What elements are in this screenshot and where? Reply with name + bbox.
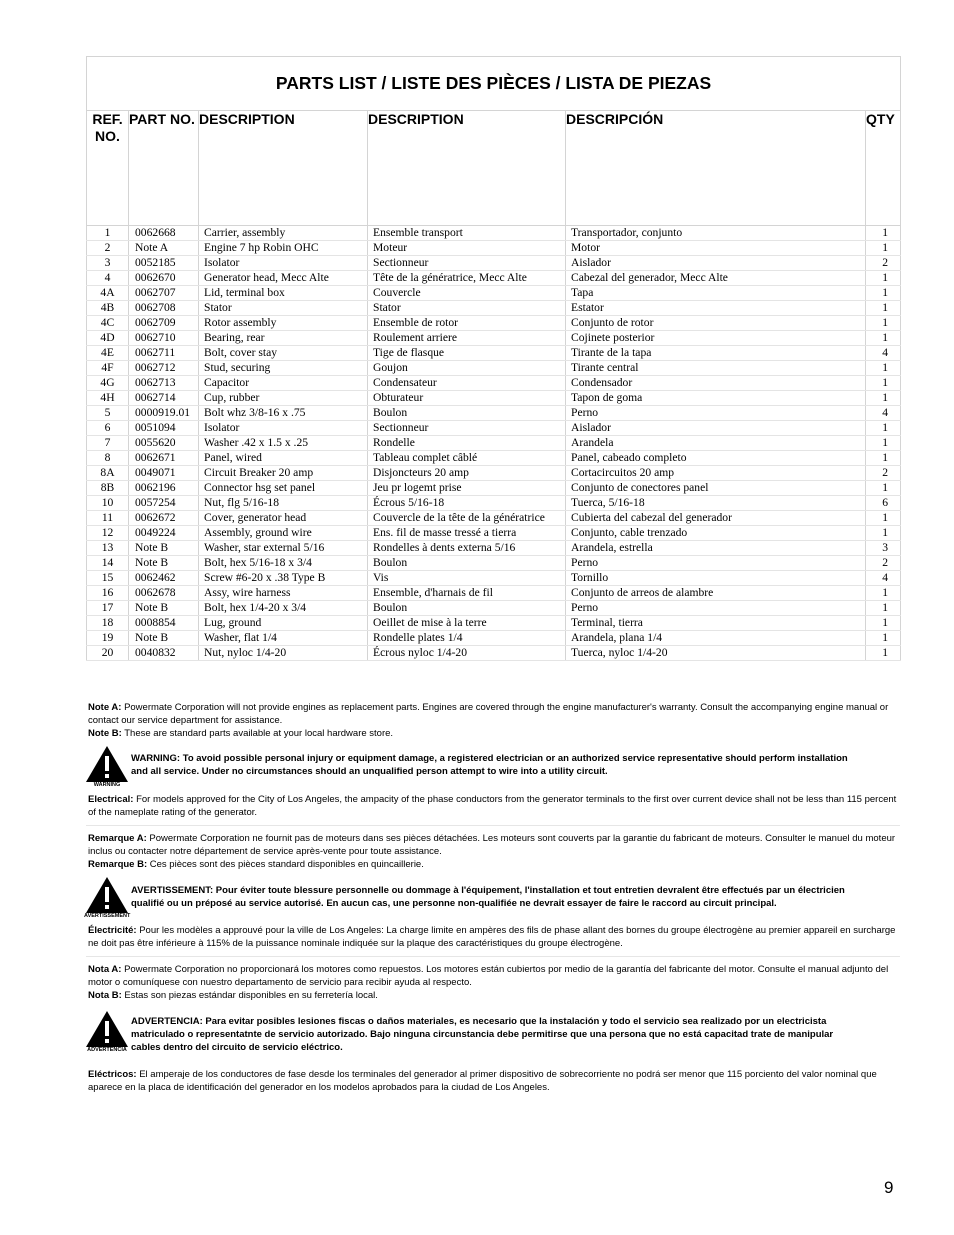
description-en-cell: Washer, flat 1/4: [199, 631, 368, 646]
ref-no-cell: 14: [87, 556, 129, 571]
description-es-cell: Estator: [566, 301, 866, 316]
header-part-no: PART NO.: [129, 111, 199, 226]
part-no-cell: 0049071: [129, 466, 199, 481]
description-en-cell: Rotor assembly: [199, 316, 368, 331]
description-en-cell: Lid, terminal box: [199, 286, 368, 301]
table-row: [87, 466, 901, 481]
description-es-cell: Aislador: [566, 421, 866, 436]
table-row: [87, 241, 901, 256]
qty-cell: 4: [866, 346, 901, 361]
description-en-cell: Washer, star external 5/16: [199, 541, 368, 556]
description-en-cell: Bolt, hex 1/4-20 x 3/4: [199, 601, 368, 616]
ref-no-cell: 4E: [87, 346, 129, 361]
description-es-cell: Terminal, tierra: [566, 616, 866, 631]
qty-cell: 1: [866, 376, 901, 391]
table-row: [87, 256, 901, 271]
qty-cell: 3: [866, 541, 901, 556]
note-a-text: Powermate Corporation will not provide engines as replacement parts. Engines are covered through the engine manufacturer's warranty. Consult the accompanying engine manual or contact our service department for assistance.: [88, 702, 889, 726]
description-fr-cell: Tableau complet câblé: [368, 451, 566, 466]
header-description-fr: DESCRIPTION: [368, 111, 566, 226]
remarque-b-label: Remarque B:: [88, 859, 148, 870]
qty-cell: 1: [866, 316, 901, 331]
english-notes: [88, 701, 902, 740]
advertencia-text: ADVERTENCIA: Para evitar posibles lesiones fiscas o daños materiales, es necesario que la instalación y todo el servicio sea realizado por un electricista matriculado o representatnte de servicio autorizado. Bajo ninguna circunstancia debe permitirse que una persona que no está capacitad trate de manipular cables dentro del circuito de servicio eléctrico.: [131, 1016, 834, 1053]
part-no-cell: 0052185: [129, 256, 199, 271]
description-fr-cell: Tige de flasque: [368, 346, 566, 361]
description-en-cell: Lug, ground: [199, 616, 368, 631]
ref-no-cell: 6: [87, 421, 129, 436]
description-fr-cell: Ensemble de rotor: [368, 316, 566, 331]
table-row: [87, 421, 901, 436]
section-divider: [86, 825, 900, 826]
ref-no-cell: 15: [87, 571, 129, 586]
part-no-cell: 0062196: [129, 481, 199, 496]
qty-cell: 1: [866, 601, 901, 616]
description-en-cell: Carrier, assembly: [199, 226, 368, 241]
description-en-cell: Cover, generator head: [199, 511, 368, 526]
table-row: [87, 361, 901, 376]
description-fr-cell: Disjoncteurs 20 amp: [368, 466, 566, 481]
description-es-cell: Panel, cabeado completo: [566, 451, 866, 466]
ref-no-cell: 5: [87, 406, 129, 421]
warning-icon: [84, 876, 130, 919]
table-row: [87, 316, 901, 331]
description-es-cell: Conjunto de arreos de alambre: [566, 586, 866, 601]
description-en-cell: Stud, securing: [199, 361, 368, 376]
table-row: [87, 286, 901, 301]
ref-no-cell: 8: [87, 451, 129, 466]
ref-no-cell: 16: [87, 586, 129, 601]
description-fr-cell: Condensateur: [368, 376, 566, 391]
qty-cell: 1: [866, 421, 901, 436]
electrical-text: For models approved for the City of Los Angeles, the ampacity of the phase conductors from the generator terminals to the first over current device shall not be less than 115 percent of the nameplate rating of the generator.: [88, 794, 897, 818]
parts-table-body: [87, 226, 901, 661]
ref-no-cell: 13: [87, 541, 129, 556]
description-en-cell: Capacitor: [199, 376, 368, 391]
description-es-cell: Cojinete posterior: [566, 331, 866, 346]
note-b-text: These are standard parts available at your local hardware store.: [124, 728, 394, 739]
description-en-cell: Isolator: [199, 256, 368, 271]
table-row: [87, 271, 901, 286]
description-es-cell: Conjunto de conectores panel: [566, 481, 866, 496]
description-fr-cell: Boulon: [368, 601, 566, 616]
part-no-cell: 0062711: [129, 346, 199, 361]
description-fr-cell: Tête de la génératrice, Mecc Alte: [368, 271, 566, 286]
description-es-cell: Tuerca, 5/16-18: [566, 496, 866, 511]
table-row: [87, 616, 901, 631]
description-en-cell: Isolator: [199, 421, 368, 436]
description-es-cell: Perno: [566, 601, 866, 616]
warning-icon-label: ADVERTENCIA: [87, 1047, 127, 1053]
warning-text: WARNING: To avoid possible personal injury or equipment damage, a registered electrician or an authorized service representative should perform installation and all service. Under no circumstances should an unqualified person attempt to wire into a utility circuit.: [131, 753, 848, 777]
qty-cell: 1: [866, 481, 901, 496]
qty-cell: 1: [866, 526, 901, 541]
header-description-es: DESCRIPCIÓN: [566, 111, 866, 226]
description-en-cell: Circuit Breaker 20 amp: [199, 466, 368, 481]
description-es-cell: Cubierta del cabezal del generador: [566, 511, 866, 526]
ref-no-cell: 4G: [87, 376, 129, 391]
description-es-cell: Conjunto, cable trenzado: [566, 526, 866, 541]
description-es-cell: Perno: [566, 406, 866, 421]
qty-cell: 1: [866, 286, 901, 301]
table-row: [87, 346, 901, 361]
ref-no-cell: 4B: [87, 301, 129, 316]
spanish-electrical: [88, 1068, 902, 1094]
qty-cell: 1: [866, 391, 901, 406]
electricos-text: El amperaje de los conductores de fase desde los terminales del generador al primer dispositivo de sobrecorriente no podrá ser menor que 115 porciento del valor nominal que aparece en la placa de identificación del generador en los modelos aprobados para la ciudad de Los Angeles.: [88, 1069, 877, 1093]
note-b-label: Note B:: [88, 728, 122, 739]
description-en-cell: Assy, wire harness: [199, 586, 368, 601]
table-row: [87, 526, 901, 541]
description-fr-cell: Roulement arriere: [368, 331, 566, 346]
part-no-cell: 0057254: [129, 496, 199, 511]
qty-cell: 4: [866, 406, 901, 421]
description-es-cell: Condensador: [566, 376, 866, 391]
part-no-cell: 0008854: [129, 616, 199, 631]
ref-no-cell: 4D: [87, 331, 129, 346]
part-no-cell: 0062671: [129, 451, 199, 466]
avertissement-text: AVERTISSEMENT: Pour éviter toute blessure personnelle ou dommage à l'équipement, l'installation et tout entretien devralent être effectués par un électricien qualifié ou un préposé au service autorisé. En aucun cas, une personne non-qualifiée ne devrait essayer de faire le raccord au circuit principal.: [131, 885, 845, 909]
table-row: [87, 541, 901, 556]
french-electrical: [88, 924, 902, 950]
table-row: [87, 556, 901, 571]
table-row: [87, 331, 901, 346]
description-en-cell: Screw #6-20 x .38 Type B: [199, 571, 368, 586]
part-no-cell: 0062709: [129, 316, 199, 331]
description-fr-cell: Vis: [368, 571, 566, 586]
french-notes: [88, 832, 902, 871]
part-no-cell: 0062712: [129, 361, 199, 376]
description-fr-cell: Écrous nyloc 1/4-20: [368, 646, 566, 661]
description-fr-cell: Rondelle: [368, 436, 566, 451]
ref-no-cell: 18: [87, 616, 129, 631]
part-no-cell: Note B: [129, 556, 199, 571]
table-row: [87, 436, 901, 451]
description-en-cell: Bolt, cover stay: [199, 346, 368, 361]
description-en-cell: Engine 7 hp Robin OHC: [199, 241, 368, 256]
description-fr-cell: Écrous 5/16-18: [368, 496, 566, 511]
table-row: [87, 301, 901, 316]
description-fr-cell: Couvercle de la tête de la génératrice: [368, 511, 566, 526]
electrical-label: Electrical:: [88, 794, 134, 805]
remarque-b-text: Ces pièces sont des pièces standard disponibles en quincaillerie.: [149, 859, 424, 870]
ref-no-cell: 4C: [87, 316, 129, 331]
qty-cell: 6: [866, 496, 901, 511]
description-fr-cell: Obturateur: [368, 391, 566, 406]
table-row: [87, 376, 901, 391]
ref-no-cell: 8B: [87, 481, 129, 496]
section-divider: [86, 956, 900, 957]
description-en-cell: Bolt whz 3/8-16 x .75: [199, 406, 368, 421]
qty-cell: 1: [866, 301, 901, 316]
ref-no-cell: 4A: [87, 286, 129, 301]
ref-no-cell: 4F: [87, 361, 129, 376]
qty-cell: 1: [866, 511, 901, 526]
ref-no-cell: 8A: [87, 466, 129, 481]
page-number: 9: [884, 1178, 894, 1197]
qty-cell: 1: [866, 271, 901, 286]
qty-cell: 1: [866, 331, 901, 346]
warning-icon-label: WARNING: [93, 782, 121, 788]
part-no-cell: 0062714: [129, 391, 199, 406]
part-no-cell: Note B: [129, 631, 199, 646]
table-row: [87, 406, 901, 421]
description-fr-cell: Moteur: [368, 241, 566, 256]
table-row: [87, 481, 901, 496]
ref-no-cell: 10: [87, 496, 129, 511]
ref-no-cell: 20: [87, 646, 129, 661]
table-row: [87, 451, 901, 466]
part-no-cell: 0062678: [129, 586, 199, 601]
qty-cell: 4: [866, 571, 901, 586]
electricos-label: Eléctricos:: [88, 1069, 137, 1080]
description-fr-cell: Couvercle: [368, 286, 566, 301]
english-electrical: [88, 793, 902, 819]
description-es-cell: Aislador: [566, 256, 866, 271]
qty-cell: 1: [866, 586, 901, 601]
description-fr-cell: Sectionneur: [368, 256, 566, 271]
warning-icon-label: AVERTISSEMENT: [84, 913, 131, 919]
description-fr-cell: Sectionneur: [368, 421, 566, 436]
qty-cell: 1: [866, 646, 901, 661]
description-en-cell: Connector hsg set panel: [199, 481, 368, 496]
header-qty: QTY: [866, 111, 901, 226]
qty-cell: 1: [866, 226, 901, 241]
description-en-cell: Nut, flg 5/16-18: [199, 496, 368, 511]
nota-a-text: Powermate Corporation no proporcionará los motores como repuestos. Los motores están cubiertos por medio de la garantía del fabricante del motor. Consulte el manual adjunto del motor o comuníquese con nuestro departamento de servicio para recibir ayuda al respecto.: [88, 964, 889, 988]
description-fr-cell: Ensemble, d'harnais de fil: [368, 586, 566, 601]
parts-list-table: [86, 56, 901, 661]
description-en-cell: Assembly, ground wire: [199, 526, 368, 541]
ref-no-cell: 2: [87, 241, 129, 256]
table-row: [87, 391, 901, 406]
description-es-cell: Conjunto de rotor: [566, 316, 866, 331]
part-no-cell: 0062713: [129, 376, 199, 391]
description-fr-cell: Rondelles à dents externa 5/16: [368, 541, 566, 556]
ref-no-cell: 7: [87, 436, 129, 451]
qty-cell: 2: [866, 466, 901, 481]
note-a-label: Note A:: [88, 702, 122, 713]
part-no-cell: 0000919.01: [129, 406, 199, 421]
description-en-cell: Washer .42 x 1.5 x .25: [199, 436, 368, 451]
ref-no-cell: 3: [87, 256, 129, 271]
remarque-a-label: Remarque A:: [88, 833, 147, 844]
description-es-cell: Motor: [566, 241, 866, 256]
nota-b-text: Estas son piezas estándar disponibles en su ferretería local.: [124, 990, 378, 1001]
description-en-cell: Stator: [199, 301, 368, 316]
nota-b-label: Nota B:: [88, 990, 122, 1001]
description-es-cell: Tirante central: [566, 361, 866, 376]
description-es-cell: Tapa: [566, 286, 866, 301]
description-fr-cell: Oeillet de mise à la terre: [368, 616, 566, 631]
table-title: PARTS LIST / LISTE DES PIÈCES / LISTA DE PIEZAS: [87, 57, 901, 111]
spanish-notes: [88, 963, 902, 1002]
description-es-cell: Tornillo: [566, 571, 866, 586]
part-no-cell: 0062670: [129, 271, 199, 286]
part-no-cell: Note B: [129, 601, 199, 616]
description-fr-cell: Jeu pr logemt prise: [368, 481, 566, 496]
table-row: [87, 646, 901, 661]
table-row: [87, 631, 901, 646]
description-es-cell: Arandela, estrella: [566, 541, 866, 556]
part-no-cell: Note B: [129, 541, 199, 556]
part-no-cell: 0040832: [129, 646, 199, 661]
part-no-cell: 0051094: [129, 421, 199, 436]
part-no-cell: 0062708: [129, 301, 199, 316]
electricite-text: Pour les modèles a approuvé pour la ville de Los Angeles: La charge limite en ampères des fils de phase allant des bornes du groupe électrogène au premier appareil en surcharge ne doit pas être inférieure à 115% de la puissance nominale indiquée sur la plaque des caractéristiques du groupe électrogène.: [88, 925, 896, 949]
description-fr-cell: Rondelle plates 1/4: [368, 631, 566, 646]
qty-cell: 2: [866, 556, 901, 571]
part-no-cell: 0062672: [129, 511, 199, 526]
electricite-label: Électricité:: [88, 925, 137, 936]
header-description-en: DESCRIPTION: [199, 111, 368, 226]
part-no-cell: 0062462: [129, 571, 199, 586]
warning-icon: [84, 1010, 130, 1053]
qty-cell: 1: [866, 616, 901, 631]
description-es-cell: Tuerca, nyloc 1/4-20: [566, 646, 866, 661]
ref-no-cell: 17: [87, 601, 129, 616]
ref-no-cell: 11: [87, 511, 129, 526]
table-row: [87, 496, 901, 511]
description-en-cell: Bearing, rear: [199, 331, 368, 346]
description-es-cell: Arandela: [566, 436, 866, 451]
table-row: [87, 226, 901, 241]
description-es-cell: Arandela, plana 1/4: [566, 631, 866, 646]
qty-cell: 1: [866, 361, 901, 376]
description-es-cell: Cortacircuitos 20 amp: [566, 466, 866, 481]
description-en-cell: Cup, rubber: [199, 391, 368, 406]
ref-no-cell: 12: [87, 526, 129, 541]
description-es-cell: Transportador, conjunto: [566, 226, 866, 241]
table-row: [87, 571, 901, 586]
table-header-row: [87, 111, 901, 226]
qty-cell: 1: [866, 241, 901, 256]
description-en-cell: Bolt, hex 5/16-18 x 3/4: [199, 556, 368, 571]
description-fr-cell: Ensemble transport: [368, 226, 566, 241]
part-no-cell: 0062668: [129, 226, 199, 241]
nota-a-label: Nota A:: [88, 964, 122, 975]
qty-cell: 2: [866, 256, 901, 271]
description-fr-cell: Ens. fil de masse tressé a tierra: [368, 526, 566, 541]
description-fr-cell: Goujon: [368, 361, 566, 376]
ref-no-cell: 19: [87, 631, 129, 646]
description-es-cell: Perno: [566, 556, 866, 571]
table-row: [87, 511, 901, 526]
table-row: [87, 586, 901, 601]
ref-no-cell: 4H: [87, 391, 129, 406]
part-no-cell: 0055620: [129, 436, 199, 451]
warning-icon: [84, 745, 130, 788]
part-no-cell: 0062707: [129, 286, 199, 301]
table-row: [87, 601, 901, 616]
description-en-cell: Panel, wired: [199, 451, 368, 466]
part-no-cell: 0049224: [129, 526, 199, 541]
description-es-cell: Cabezal del generador, Mecc Alte: [566, 271, 866, 286]
header-ref-no: REF. NO.: [87, 111, 129, 226]
description-fr-cell: Boulon: [368, 406, 566, 421]
description-en-cell: Generator head, Mecc Alte: [199, 271, 368, 286]
qty-cell: 1: [866, 451, 901, 466]
part-no-cell: Note A: [129, 241, 199, 256]
qty-cell: 1: [866, 436, 901, 451]
part-no-cell: 0062710: [129, 331, 199, 346]
description-es-cell: Tirante de la tapa: [566, 346, 866, 361]
description-es-cell: Tapon de goma: [566, 391, 866, 406]
ref-no-cell: 1: [87, 226, 129, 241]
description-fr-cell: Boulon: [368, 556, 566, 571]
description-fr-cell: Stator: [368, 301, 566, 316]
ref-no-cell: 4: [87, 271, 129, 286]
description-en-cell: Nut, nyloc 1/4-20: [199, 646, 368, 661]
qty-cell: 1: [866, 631, 901, 646]
remarque-a-text: Powermate Corporation ne fournit pas de moteurs dans ses pièces détachées. Les moteurs sont couverts par la garantie du fabricant de moteurs. Consulter le manuel du moteur inclus ou contacter notre département de service après-vente pour toute assistance.: [88, 833, 896, 857]
